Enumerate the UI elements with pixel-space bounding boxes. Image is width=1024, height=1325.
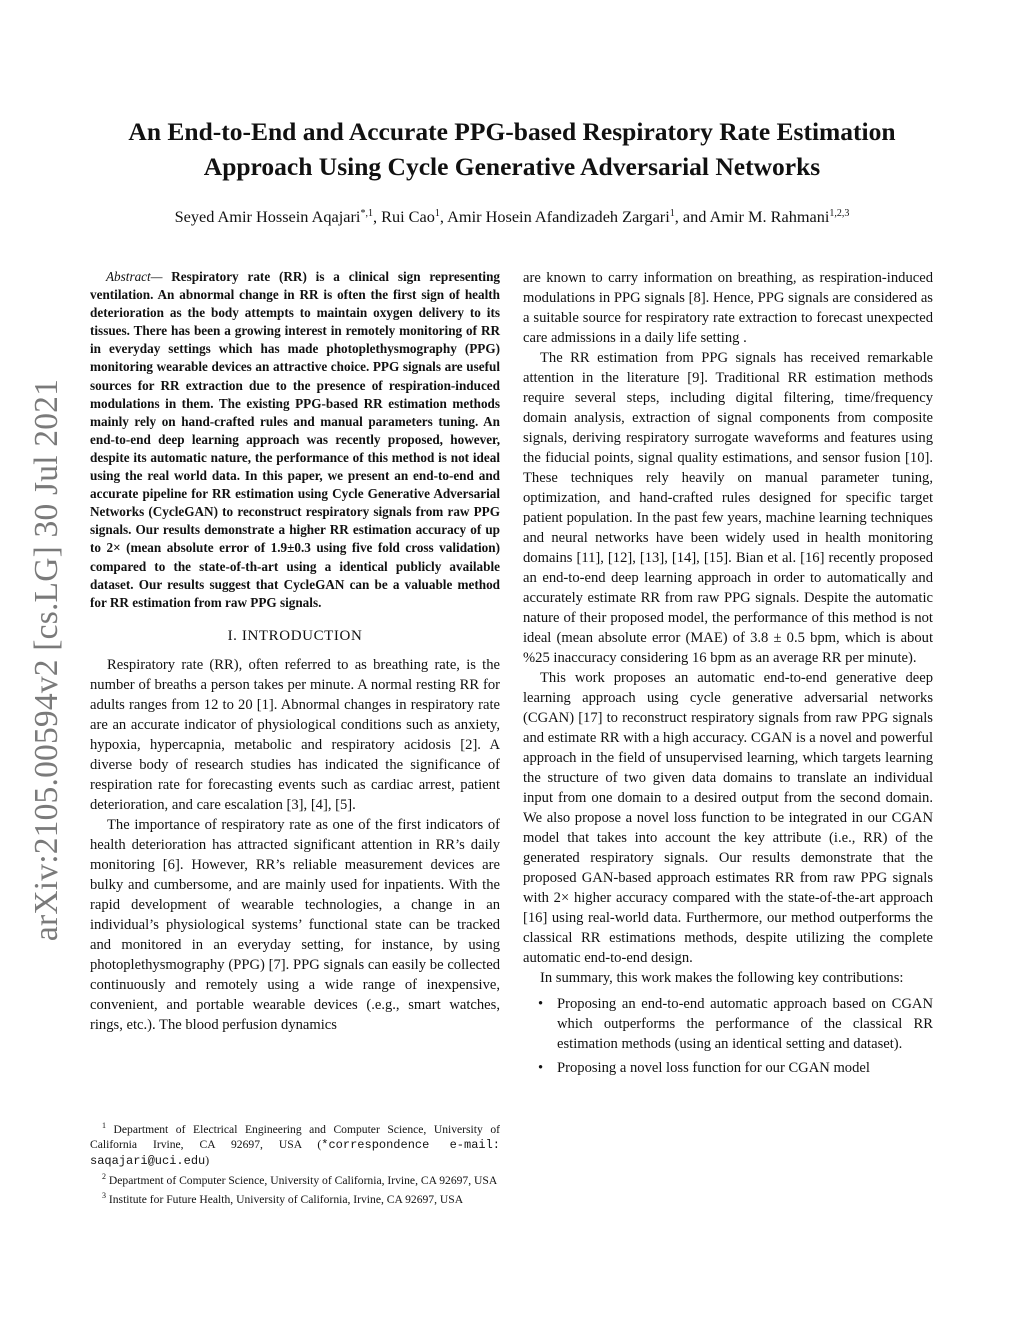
paragraph: The RR estimation from PPG signals has received remarkable attention in the literature [9]. Traditional RR estimation methods require several steps, including digital filtering, time/frequency domain analysis, extraction of signal components from composite signals, deriving respiratory surrogate waveforms and features using the fiducial points, signal quality estimations, and sensor fusion [10]. These techniques rely heavily on manual parameter tuning, optimization, and hand-crafted rules designed for specific target patient population. In the past few years, machine learning techniques and neural networks have been widely used in health monitoring domains [11], [12], [13], [14], [15]. Bian et al. [16] recently proposed an end-to-end deep learning approach in order to automatically and accurately estimate RR from raw PPG signals. Despite the automatic nature of their proposed model, the performance of this method is not ideal (mean absolute error (MAE) of 3.8 ± 0.5 bpm, which is about %25 inaccuracy considering 16 bpm as an average RR per minute). [523,350,933,666]
title-line-2: Approach Using Cycle Generative Adversarial Networks [203,152,821,181]
intro-right-body [523,268,933,988]
paragraph: The importance of respiratory rate as one of the first indicators of health deterioration has attracted significant attention in RR’s daily monitoring [6]. However, RR’s reliable measurement devices are bulky and cumbersome, and are mainly used for inpatients. With the rapid development of wearable technologies, a change in an individual’s physiological systems’ functional state can be tracked and monitored in an everyday setting, for instance, by using photoplethysmography (PPG) [7]. PPG signals can easily be collected continuously and remotely using a wide range of inexpensive, convenient, and portable wearable devices (.e.g., smart watches, rings, etc.). The blood perfusion dynamics [90,816,500,1033]
bullet-icon: • [538,1060,544,1076]
footnote [90,1188,500,1207]
author-separator: , and [674,207,710,226]
footnote-text: Department of Electrical Engineering and Computer Science, University of California Irvine, CA 92697, USA ( [90,1122,500,1151]
author-separator: , [372,207,382,226]
bullet-icon: • [538,996,544,1012]
paper-title [60,114,964,184]
title-line-1: An End-to-End and Accurate PPG-based Respiratory Rate Estimation [128,117,896,146]
footnote-text: Institute for Future Health, University of California, Irvine, CA 92697, USA [106,1192,464,1206]
footnote-mark: 1 [102,1121,106,1130]
author-separator: , [439,207,448,226]
abstract-text: Respiratory rate (RR) is a clinical sign representing ventilation. An abnormal change in RR is often the first sign of health deterioration as the body attempts to maintain oxygen delivery to its tissues. There has been a growing interest in remotely monitoring of RR in everyday settings which has made photoplethysmography (PPG) monitoring wearable devices an attractive choice. PPG signals are useful sources for RR extraction due to the presence of respiration-induced modulations in them. The existing PPG-based RR estimation methods mainly rely on hand-crafted rules and manual parameters tuning. An end-to-end deep learning approach was recently proposed, however, despite its automatic nature, the performance of this method is not ideal using the real world data. In this paper, we present an end-to-end and accurate pipeline for RR estimation using Cycle Generative Adversarial Networks (CycleGAN) to reconstruct respiratory signals from raw PPG signals. Our results demonstrate a higher RR estimation accuracy of up to 2× (mean absolute error of 1.9±0.3 using five fold cross validation) compared to the state-of-th-art using a identical publicly available dataset. Our results suggest that CycleGAN can be a valuable method for RR estimation from raw PPG signals. [90,269,500,610]
abstract-lead: Abstract— [106,269,163,284]
footnote-email: *correspondence e-mail: saqajari@uci.edu [90,1137,500,1168]
footnote-text-end: ) [205,1153,210,1167]
left-column [90,268,500,1035]
footnote [90,1169,500,1188]
author-name: Amir Hosein Afandizadeh Zargari [447,207,670,226]
footnote-mark: 3 [102,1190,106,1200]
section-heading: I. INTRODUCTION [227,627,363,644]
footnotes [90,1118,500,1207]
author-affiliation: 1 [669,208,675,219]
footnote-mark: 2 [102,1171,106,1181]
paragraph: This work proposes an automatic end-to-end generative deep learning approach using cycle generative adversarial networks (CGAN) [17] to reconstruct respiratory signals from raw PPG signals and estimate RR with a high accuracy. CGAN is a novel and powerful approach in the field of unsupervised learning, which targets learning the structure of two given data domains to translate an individual input from one domain to a desired output from the second domain. We also propose a novel loss function to be integrated in our CGAN model that takes into account the key attribute (i.e., RR) of the generated respiratory signals. Our results demonstrate that the proposed GAN-based approach estimates RR from raw PPG signals with 2× higher accuracy compared with the state-of-the-art approach [16] using real-world data. Furthermore, our method outperforms the classical RR estimations methods, despite utilizing the complete automatic end-to-end design. [523,670,933,966]
list-item-text: Proposing an end-to-end automatic approach based on CGAN which outperforms the performance of the classical RR estimation methods (using an identical setting and dataset). [557,996,933,1052]
abstract [90,268,500,612]
right-column [523,268,933,1082]
author-list [60,207,964,227]
author-name: Amir M. Rahmani [709,207,830,226]
author-affiliation: 1,2,3 [829,208,850,219]
author-affiliation: 1 [434,208,440,219]
paragraph: Respiratory rate (RR), often referred to as breathing rate, is the number of breaths a person takes per minute. A normal resting RR for adults ranges from 12 to 20 [1]. Abnormal changes in respiratory rate are an accurate indicator of physiological conditions such as anxiety, hypoxia, hypercapnia, metabolic and respiratory acidosis [2]. A diverse body of research studies has indicated the significance of respiration rate for forecasting events such as cardiac arrest, patient deterioration, and care escalation [3], [4], [5]. [90,656,500,813]
author-affiliation: *,1 [360,208,373,219]
arxiv-stamp: arXiv:2105.00594v2 [cs.LG] 30 Jul 2021 [28,378,65,942]
paragraph: In summary, this work makes the following key contributions: [540,970,904,986]
paragraph-continuation: are known to carry information on breathing, as respiration-induced modulations in PPG signals [8]. Hence, PPG signals are considered as a suitable source for respiratory rate extraction to forecast unexpected care admissions in a daily life setting . [523,270,933,346]
author-name: Seyed Amir Hossein Aqajari [174,207,361,226]
intro-left-body [90,655,500,1035]
footnote-text: Department of Computer Science, University of California, Irvine, CA 92697, USA [106,1173,498,1187]
list-item [523,994,933,1054]
contribution-list [523,994,933,1078]
author-name: Rui Cao [381,207,435,226]
list-item [523,1058,933,1078]
footnote [90,1118,500,1169]
list-item-text: Proposing a novel loss function for our CGAN model [557,1060,870,1076]
